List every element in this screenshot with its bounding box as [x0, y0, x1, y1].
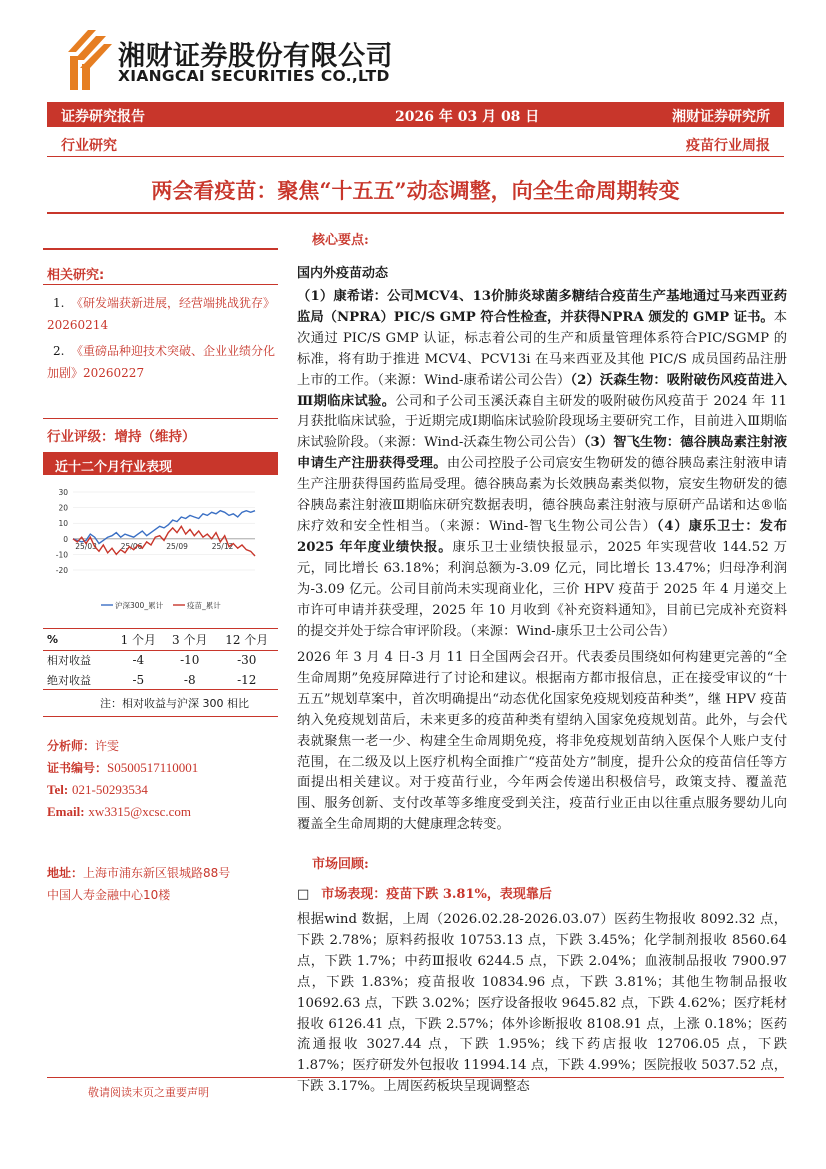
table-cell: -12 [237, 673, 257, 687]
y-tick-label: -20 [55, 566, 68, 575]
related-item[interactable]: 1. 《研发端获新进展，经营端挑战犹存》20260214 [47, 296, 276, 332]
related-heading: 相关研究: [47, 268, 105, 283]
analyst-label: 分析师： [47, 739, 96, 753]
analyst-block [47, 735, 282, 823]
y-tick-label: 20 [58, 503, 68, 513]
market-paragraph: 根据wind 数据，上周（2026.02.28-2026.03.07）医药生物报收 8092.32 点，下跌 2.78%；原料药报收 10753.13 点，下跌 3.45%；化学制剂报收 8560.64 点，下跌 1.7%；中药Ⅲ报收 6244.5 点，下跌 2.04%；血液制品报收 7900.97 点，下跌 1.83%；疫苗报收 10834.96 点，下跌 3.81%；其他生物制品报收 10692.63 点，下跌 3.02%；医疗设备报收 9645.82 点，下跌 4.62%；医疗耗材报收 6126.41 点，下跌 2.57%；体外诊断报收 8108.91 点，上涨 0.18%；医药流通报收 3027.44 点，下跌 1.95%；线下药店报收 12706.05 点，下跌 1.87%；医疗研发外包报收 11994.14 点，下跌 4.99%；医院报收 5037.52 点，下跌 3.17%。上周医药板块呈现调整态 [297, 912, 787, 1095]
chart-grid [73, 492, 255, 570]
news-zhifei-text: 由公司控股子公司宸安生物研发的德谷胰岛素注射液申请生产注册获得国药监局受理。德谷胰岛素为长效胰岛素类似物，宸安生物研发的德谷胰岛素注射液Ⅲ期临床研究数据表明，德谷胰岛素注射液与原研产品诺和达®临床疗效和安全性相当。（来源：Wind-智飞生物公司公告） [297, 456, 788, 534]
news-kangle-headline: （4）康乐卫士：发布 2025 年年度业绩快报。 [297, 518, 787, 555]
page-title: 两会看疫苗：聚焦“十五五”动态调整，向全生命周期转变 [151, 178, 680, 203]
related-item[interactable]: 2. 《重磅品种迎技术突破、企业业绩分化加剧》20260227 [47, 344, 276, 380]
market-heading: 市场回顾: [312, 857, 369, 872]
x-tick-label: 25/12 [211, 541, 234, 551]
core-paragraph-2: 2026 年 3 月 4 日-3 月 11 日全国两会召开。代表委员围绕如何构建更完善的“全生命周期”免疫屏障进行了讨论和建议。根据南方都市报信息，正在接受审议的“十五五”规划草案中，首次明确提出“动态优化国家免疫规划疫苗种类”，继 HPV 疫苗纳入免疫规划苗后，未来更多的疫苗种类有望纳入国家免疫规划苗。此外，与会代表就聚焦一老一少、构建全生命周期免疫，将非免疫规划苗纳入医保个人账户支付范围，在二级及以上医疗机构全面推广“疫苗处方”制度，提升公众的疫苗信任等方面提出相关建议。对于疫苗行业，今年两会传递出积极信号，政策支持、覆盖范围、服务创新、支付改革等多维度受到关注，疫苗行业正由以往重点服务婴幼儿向覆盖全生命周期的大健康理念转变。 [297, 650, 787, 833]
company-logo-icon [66, 30, 112, 92]
performance-heading: 近十二个月行业表现 [55, 460, 173, 475]
news-kangxinuo-headline: （1）康希诺：公司MCV4、13价肺炎球菌多糖结合疫苗生产基地通过马来西亚药监局（NPRA）PIC/S GMP 符合性检查，并获得NPRA 颁发的 GMP 证书。 [297, 289, 787, 325]
x-tick-label: 25/06 [120, 541, 143, 551]
table-header-cell: % [47, 633, 59, 647]
table-header-cell: 12 个月 [225, 633, 269, 648]
x-tick-label: 25/09 [166, 541, 188, 551]
table-bottom-divider [43, 689, 278, 690]
header-divider [47, 156, 784, 157]
table-header-cell: 1 个月 [120, 633, 157, 648]
cert-label: 证书编号： [47, 761, 108, 775]
company-name-en: XIANGCAI SECURITIES CO.,LTD [118, 67, 390, 85]
x-tick-label: 25/03 [75, 541, 97, 551]
core-heading: 核心要点: [312, 233, 369, 248]
report-series: 疫苗行业周报 [686, 138, 770, 154]
news-kangxinuo-text: 本次通过 PIC/S GMP 认证，标志着公司的生产和质量管理体系符合PIC/SGMP 的标准，将有助于推进 MCV4、PCV13i 在马来西亚及其他 PIC/S 成员国药品注册上市的工作。（来源：Wind-康希诺公司公告） [297, 309, 787, 388]
related-divider [43, 284, 278, 285]
rating-divider [43, 418, 278, 419]
performance-table [43, 630, 278, 690]
core-paragraph-1 [297, 287, 787, 642]
company-name-cn: 湘财证券股份有限公司 [118, 41, 393, 72]
analyst-divider [43, 716, 278, 717]
table-cell: -5 [132, 673, 145, 687]
title-divider [47, 212, 784, 214]
news-woson-text: 公司和子公司玉溪沃森自主研发的吸附破伤风疫苗于 2024 年 11 月获批临床试验，于近期完成Ⅰ期临床试验阶段现场主要研究工作，目前进入Ⅲ期临床试验阶段。（来源：Wind-沃森生物公司公告） [297, 393, 787, 451]
performance-chart [43, 478, 278, 623]
table-cell: -4 [132, 653, 145, 668]
report-date: 2026 年 03 月 08 日 [395, 109, 540, 125]
y-tick-label: 30 [58, 488, 68, 497]
footer-divider [47, 1077, 784, 1078]
address-block [47, 862, 287, 906]
table-row [43, 650, 278, 670]
y-tick-label: -10 [55, 550, 68, 560]
address-line-1: 上海市浦东新区银城路88号 [83, 866, 231, 880]
y-tick-label: 0 [63, 534, 68, 544]
report-type: 证券研究报告 [61, 109, 145, 125]
tel-label: Tel: [47, 782, 69, 797]
table-header-row [43, 630, 278, 650]
cert-number: S0500517110001 [107, 760, 199, 775]
table-row [43, 670, 278, 690]
table-cell: -10 [180, 653, 200, 668]
checkbox-bullet-icon: □ [297, 887, 310, 902]
address-label: 地址： [47, 866, 84, 880]
tel-number: 021-50293534 [72, 782, 148, 797]
legend-label-hs300: 沪深300_累计 [115, 601, 164, 610]
related-list [47, 292, 277, 384]
report-category: 行业研究 [61, 138, 117, 154]
table-cell: 相对收益 [47, 654, 91, 668]
core-subheading: 国内外疫苗动态 [297, 266, 389, 281]
table-note: 注：相对收益与沪深 300 相比 [100, 697, 249, 710]
institute-name: 湘财证券研究所 [672, 109, 770, 125]
legend-label-vaccine: 疫苗_累计 [187, 601, 221, 610]
related-top-divider [43, 248, 278, 250]
table-cell: -8 [183, 673, 196, 687]
table-top-divider [43, 628, 278, 629]
news-woson-headline: （2）沃森生物：吸附破伤风疫苗进入Ⅲ期临床试验。 [297, 372, 788, 409]
footer-disclaimer[interactable]: 敬请阅读末页之重要声明 [88, 1086, 209, 1099]
address-line-2: 中国人寿金融中心10楼 [47, 888, 171, 902]
table-cell: -30 [237, 653, 257, 668]
y-tick-label: 10 [58, 519, 68, 529]
email-label: Email: [47, 804, 85, 819]
email-address[interactable]: xw3315@xcsc.com [88, 804, 191, 819]
industry-rating: 行业评级：增持（维持） [47, 429, 196, 445]
chart-y-ticks [56, 488, 68, 575]
news-zhifei-headline: （3）智飞生物：德谷胰岛素注射液申请生产注册获得受理。 [297, 435, 787, 472]
performance-band [43, 452, 278, 475]
market-subheading-text: 市场表现：疫苗下跌 3.81%，表现靠后 [321, 887, 552, 902]
table-cell: 绝对收益 [47, 674, 91, 687]
table-header-cell: 3 个月 [172, 633, 208, 648]
chart-legend [101, 600, 221, 610]
analyst-name: 许雯 [95, 739, 120, 753]
news-kangle-text: 康乐卫士业绩快报显示，2025 年实现营收 144.52 万元，同比增长 63.18%；利润总额为-3.09 亿元，同比增长 13.47%；归母净利润为-3.09 亿元。公司目前尚未实现商业化，三价 HPV 疫苗于 2025 年 4 月递交上市许可申请并获受理，2025 年 10 月收到《补充资料通知》，目前已完成补充资料的提交并处于综合审评阶段。（来源：Wind-康乐卫士公司公告） [297, 539, 788, 639]
market-subheading [297, 883, 552, 902]
header-band [47, 102, 784, 127]
